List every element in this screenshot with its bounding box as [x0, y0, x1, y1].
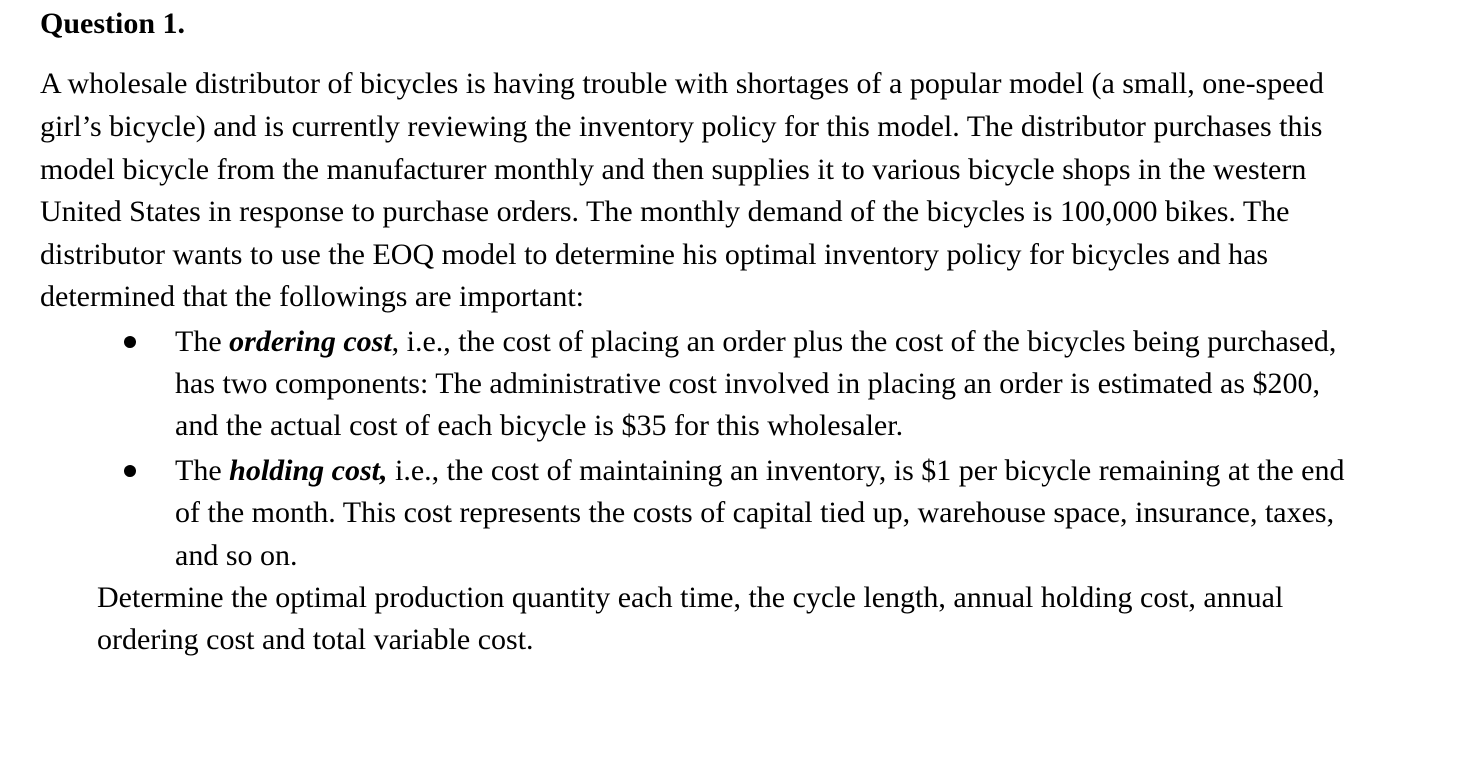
- intro-line: A wholesale distributor of bicycles is having trouble with shortages of a popular model (a small, one-speed: [40, 67, 1324, 100]
- intro-line: determined that the followings are important:: [40, 280, 585, 313]
- bullet-text: i.e., the cost of maintaining an inventory, is $1 per bicycle remaining at the end: [387, 454, 1345, 487]
- intro-line: distributor wants to use the EOQ model to determine his optimal inventory policy for bicycles and has: [40, 238, 1269, 271]
- bullet-line: [175, 322, 1336, 362]
- task-line: ordering cost and total variable cost.: [97, 623, 534, 656]
- bullet-prefix: The: [175, 454, 230, 487]
- bullet-icon: [124, 336, 136, 348]
- bullet-line: and so on.: [175, 539, 298, 572]
- bullet-line: [175, 451, 1344, 491]
- bullet-line: has two components: The administrative cost involved in placing an order is estimated as $200,: [175, 367, 1321, 400]
- ordering-cost-term: ordering cost: [229, 325, 392, 358]
- bullet-prefix: The: [175, 325, 230, 358]
- holding-cost-term: holding cost,: [229, 454, 388, 487]
- bullet-text: , i.e., the cost of placing an order plus the cost of the bicycles being purchased,: [391, 325, 1337, 358]
- bullet-line: of the month. This cost represents the costs of capital tied up, warehouse space, insurance, taxes,: [175, 496, 1335, 529]
- bullet-icon: [124, 465, 136, 477]
- intro-line: model bicycle from the manufacturer monthly and then supplies it to various bicycle shops in the western: [40, 153, 1307, 186]
- question-title: Question 1.: [40, 7, 186, 40]
- bullet-line: and the actual cost of each bicycle is $35 for this wholesaler.: [175, 409, 904, 442]
- intro-line: United States in response to purchase orders. The monthly demand of the bicycles is 100,000 bikes. The: [40, 195, 1290, 228]
- intro-line: girl’s bicycle) and is currently reviewing the inventory policy for this model. The distributor purchases this: [40, 110, 1323, 143]
- task-line: Determine the optimal production quantity each time, the cycle length, annual holding cost, annual: [97, 581, 1284, 614]
